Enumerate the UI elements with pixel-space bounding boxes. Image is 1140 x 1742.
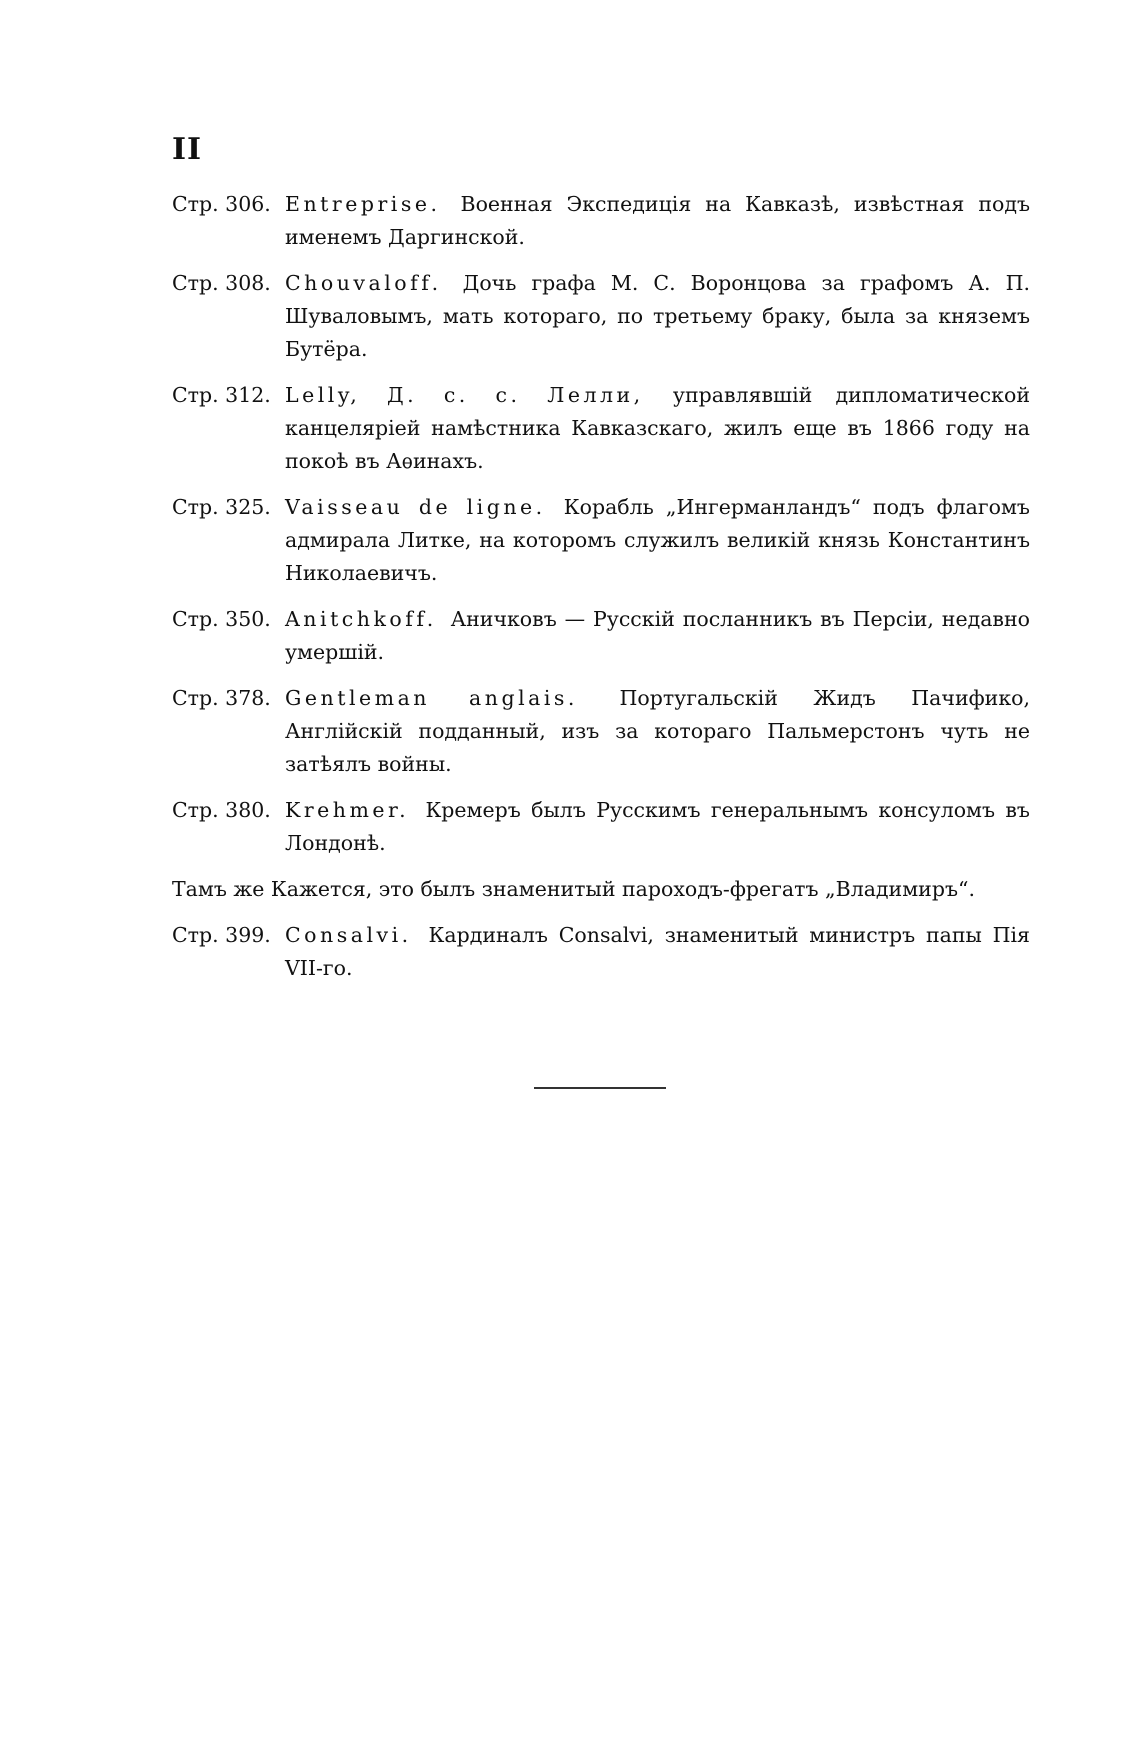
same-place-note: Тамъ же Кажется, это былъ знаменитый пароходъ-фрегатъ „Владимиръ“. <box>172 877 975 901</box>
page-number: II <box>172 132 203 167</box>
page-reference: Стр. 380. <box>172 798 271 822</box>
page-reference: Стр. 325. <box>172 495 271 519</box>
note-term: Anitchkoff. <box>285 607 437 631</box>
note-term: Lelly, Д. с. с. Лелли, <box>285 383 644 407</box>
note-text: Аничковъ — Русскій посланникъ въ Персіи, недавно умершій. <box>285 607 1030 664</box>
note-body <box>285 603 1030 669</box>
page-reference: Стр. 312. <box>172 383 271 407</box>
note-text: Военная Экспедиція на Кавказѣ, извѣстная подъ именемъ Даргинской. <box>285 192 1030 249</box>
note-item <box>172 682 1030 781</box>
note-text: Кардиналъ Consalvi, знаменитый министръ папы Пія VII-го. <box>285 923 1030 980</box>
page-reference: Стр. 378. <box>172 686 271 710</box>
note-item <box>172 603 1030 669</box>
page-reference: Стр. 308. <box>172 271 271 295</box>
note-body <box>285 379 1030 478</box>
note-term: Krehmer. <box>285 798 410 822</box>
note-item <box>172 491 1030 590</box>
note-body <box>285 267 1030 366</box>
page-reference: Стр. 350. <box>172 607 271 631</box>
note-body <box>285 794 1030 860</box>
note-item <box>172 267 1030 366</box>
note-term: Vaisseau de ligne. <box>285 495 546 519</box>
page-reference: Стр. 306. <box>172 192 271 216</box>
note-body <box>285 682 1030 781</box>
note-item <box>172 188 1030 254</box>
page-reference: Стр. 399. <box>172 923 271 947</box>
note-item <box>172 794 1030 860</box>
note-item <box>172 919 1030 985</box>
note-text: Дочь графа М. С. Воронцова за графомъ А. П. Шуваловымъ, мать котораго, по третьему браку, была за княземъ Бутёра. <box>285 271 1030 361</box>
note-text: управлявшій дипломатической канцеляріей намѣстника Кавказскаго, жилъ еще въ 1866 году на покоѣ въ Аѳинахъ. <box>285 383 1030 473</box>
note-text: Португальскій Жидъ Пачифико, Англійскій подданный, изъ за котораго Пальмерстонъ чуть не затѣялъ войны. <box>285 686 1030 776</box>
note-term: Entreprise. <box>285 192 441 216</box>
note-term: Gentleman anglais. <box>285 686 578 710</box>
note-body <box>285 188 1030 254</box>
closing-rule <box>534 1087 666 1089</box>
note-term: Consalvi. <box>285 923 412 947</box>
note-term: Chouvaloff. <box>285 271 442 295</box>
note-body <box>285 491 1030 590</box>
note-text: Корабль „Ингерманландъ“ подъ флагомъ адмирала Литке, на которомъ служилъ великій князь Константинъ Николаевичъ. <box>285 495 1030 585</box>
note-item <box>172 379 1030 478</box>
notes-list <box>172 188 1030 998</box>
note-body <box>285 919 1030 985</box>
note-text: Кремеръ былъ Русскимъ генеральнымъ консуломъ въ Лондонѣ. <box>285 798 1030 855</box>
